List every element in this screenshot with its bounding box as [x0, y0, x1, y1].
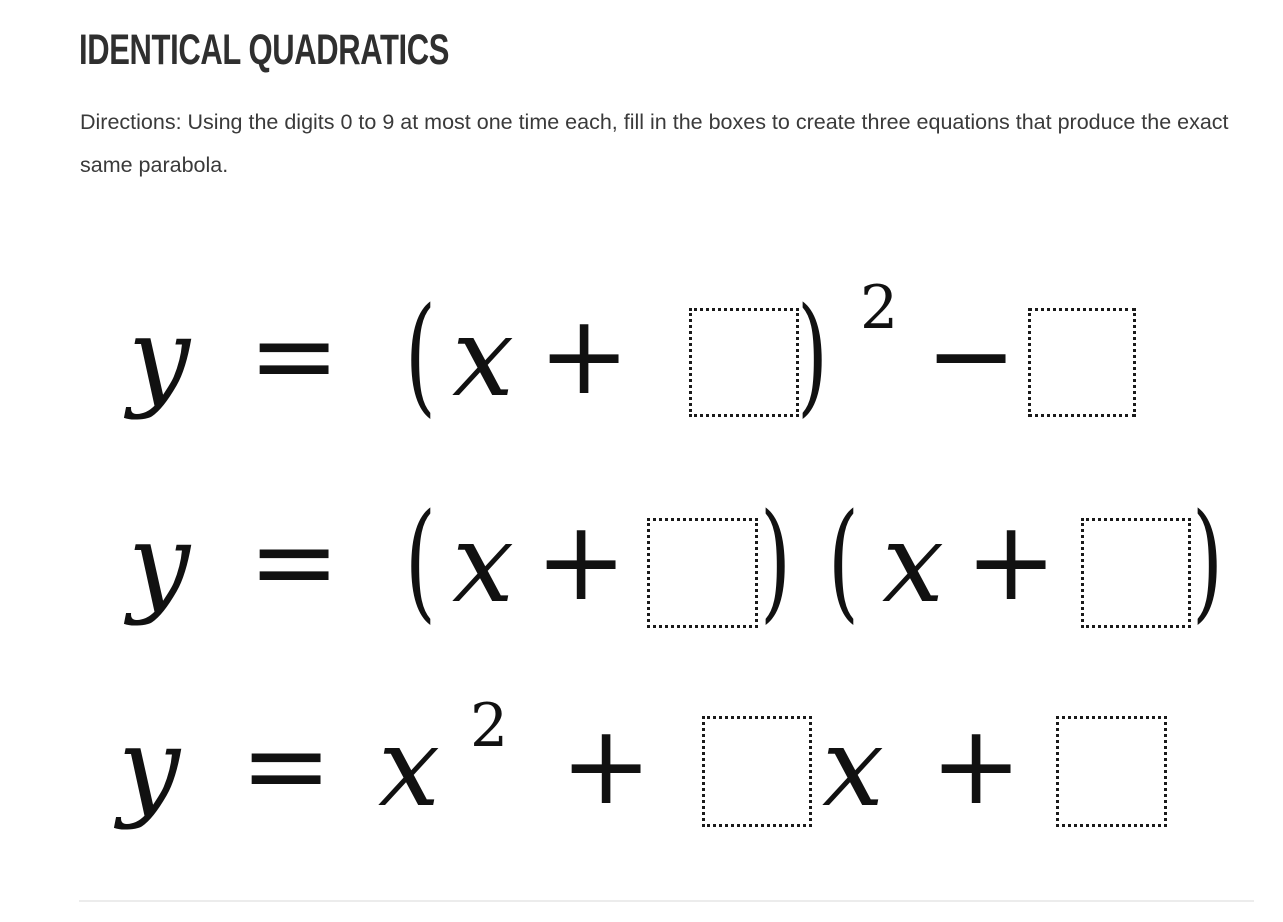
var-y: y [128, 499, 191, 627]
plus-sign: + [538, 291, 631, 419]
plus-sign: + [560, 701, 653, 829]
eq1-box-h[interactable] [689, 308, 799, 417]
open-paren: ( [828, 487, 859, 636]
exponent-two: 2 [860, 273, 899, 343]
var-y: y [118, 703, 181, 831]
open-paren: ( [405, 487, 436, 636]
close-paren: ) [797, 281, 828, 430]
plus-sign: + [965, 497, 1058, 625]
eq2-box-b[interactable] [1081, 518, 1191, 628]
eq1-box-k[interactable] [1028, 308, 1136, 417]
plus-sign: + [535, 497, 628, 625]
minus-sign: − [925, 291, 1018, 419]
var-x: x [882, 499, 945, 627]
open-paren: ( [405, 281, 436, 430]
var-x: x [378, 703, 441, 831]
exponent-two: 2 [470, 691, 509, 761]
eq3-box-b[interactable] [702, 716, 812, 827]
divider [79, 900, 1254, 902]
close-paren: ) [1192, 487, 1223, 636]
directions-text: Directions: Using the digits 0 to 9 at most one time each, fill in the boxes to create three equations that produce the exact same parabola. [80, 110, 1229, 177]
eq3-box-c[interactable] [1056, 716, 1167, 827]
eq2-box-a[interactable] [647, 518, 758, 628]
var-y: y [128, 293, 191, 421]
page-title: IDENTICAL QUADRATICS [79, 26, 450, 74]
equals-sign: = [248, 291, 341, 419]
plus-sign: + [930, 701, 1023, 829]
var-x: x [452, 293, 515, 421]
equals-sign: = [248, 497, 341, 625]
equals-sign: = [240, 701, 333, 829]
close-paren: ) [760, 487, 791, 636]
var-x: x [452, 499, 515, 627]
var-x: x [822, 703, 885, 831]
